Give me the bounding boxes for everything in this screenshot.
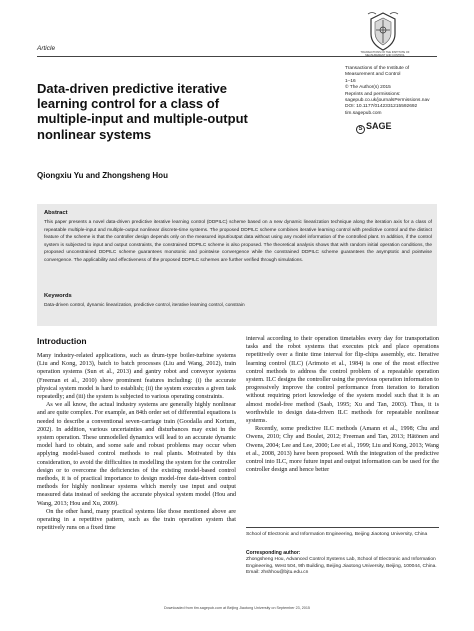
meta-line: © The Author(s) 2015 [345, 85, 391, 91]
paper-title [37, 81, 287, 142]
paragraph: On the other hand, many practical systems like those mentioned above are operating in a repetitive pattern, such as the train operation system that repetitively runs on a fixed time [37, 508, 236, 532]
header-rule [37, 56, 437, 57]
institute-logo [366, 10, 400, 54]
logo-caption: TRANSACTIONS OF THE INSTITUTE OF MEASUREMENT AND CONTROL [360, 51, 410, 57]
paragraph: Many industry-related applications, such as drum-type boiler-turbine systems (Liu and Kong, 2013), batch to batch processes (Liu and Wang, 2012), train operation systems (Sun et al., 2013) and gantry robot and conveyor systems (Freeman et al., 2010) show prominent features including: (i) the accurate physical system model is hard to establish; (ii) the system executes a given task repeatedly; and (iii) the system is subjected to various operating constraints. [37, 353, 236, 401]
meta-line: 1–16 [345, 78, 356, 84]
abstract-heading: Abstract [44, 210, 68, 216]
section-heading-introduction: Introduction [37, 336, 87, 346]
paragraph: interval according to their operation timetables every day for transportation tasks and the robot systems that executes pick and place operations repetitively over a finite time interval for flip-chips assembly, etc. Iterative learning control (ILC) (Arimoto et al., 1984) is one of the most effective control methods to address the control problem of a repeatable operation system. ILC designs the controller using the previous operation information to progressively improve the control performance from iteration to iteration without requiring priori knowledge of the system model such that it is an almost model-free method (Saab, 1995; Xu and Tan, 2003). Thus, it is worthwhile to design data-driven ILC methods for repeatable nonlinear systems. [246, 336, 439, 425]
affiliation: School of Electronic and Information Engineering, Beijing Jiaotong University, China [246, 532, 428, 537]
journal-meta [345, 66, 457, 117]
keywords-heading: Keywords [44, 293, 72, 299]
meta-line: Reprints and permissions: [345, 91, 401, 97]
sage-mark-icon: S [356, 125, 365, 134]
affiliation-rule [246, 527, 439, 528]
authors: Qiongxiu Yu and Zhongsheng Hou [37, 171, 168, 180]
download-footer: Downloaded from tim.sagepub.com at Beijing Jiaotong University on September 23, 2015 [164, 606, 310, 610]
corresponding-details [246, 557, 439, 577]
publisher-name: SAGE [366, 121, 392, 131]
corresponding-email[interactable]: Email: zhshhou@bjtu.edu.cn [246, 570, 309, 576]
meta-line: Measurement and Control [345, 72, 401, 78]
meta-line: DOI: 10.1177/0142331215592692 [345, 104, 418, 110]
paragraph: Recently, some predictive ILC methods (Amann et al., 1998; Chu and Owens, 2010; Chy and Boulet, 2012; Freeman and Tan, 2013; Hätönen and Owens, 2004; Lee and Lee, 2000; Lee et al., 1999; Liu and Kong, 2013; Wang et al., 2008, 2013) have been proposed. With the integration of the predictive control into ILC, more future input and output information can be used for the controller design and hence better [246, 426, 439, 474]
title-line: learning control for a class of [37, 96, 220, 112]
keywords-text: Data-driven control, dynamic linearization, predictive control, iterative learning control, constrain [44, 303, 245, 308]
article-type-label: Article [37, 45, 56, 52]
corresponding-heading: Corresponding author: [246, 550, 301, 556]
publisher-logo [356, 121, 392, 134]
meta-line: sagepub.co.uk/journalsPermissions.nav [345, 98, 430, 104]
paragraph: As we all know, the actual industry systems are generally highly nonlinear and are quite complex. For example, an 84th order set of differential equations is needed to describe a conventional seven-carriage train (Goodalla and Kortum, 2002). In addition, various uncertainties and disturbances may exist in the system operation. These unmodelled dynamics will lead to an accurate dynamic model hard to obtain, and some safe and robust problems may occur when applying model-based control methods to real plants. Motivated by this consideration, to avoid the difficulties in modelling the system for the controller design or to overcome the deficiencies of the existing model-based control methods, it is of practical importance to design model-free data-driven control methods for highly nonlinear systems which merely use input and output measured data instead of seeking the accurate physical system model (Hou and Wang, 2013; Hou and Xu, 2009). [37, 402, 236, 507]
title-line: multiple-input and multiple-output [37, 111, 248, 127]
title-line: Data-driven predictive iterative [37, 81, 228, 96]
meta-line: Transactions of the Institute of [345, 66, 410, 71]
body-column-right [246, 335, 439, 474]
body-column-left [37, 352, 236, 532]
abstract-text: This paper presents a novel data-driven predictive iterative learning control (DDPILC) scheme based on a new dynamic linearization technique along the iteration axis for a class of repeatable multiple-input and multiple-output nonlinear discrete-time systems. The proposed DDPILC scheme combines iterative learning control with predictive control and the distinct feature of the scheme is that the controller design depends only on the measured input/output data without using any model information of the controlled plant. In addition, if the control system is subjected to input and output constraints, the constrained DDPILC scheme is also proposed. The theoretical analysis shows that with random initial operation conditions, the proposed unconstrained DDPILC scheme guarantees monotonic and pointwise convergence while the constrained DDPILC scheme guarantees the asymptotic and pointwise convergence. The applicability and effectiveness of the proposed DDPILC schemes are further verified through simulations. [44, 220, 432, 263]
corresponding-address: Zhongsheng Hou, Advanced Control Systems Lab, School of Electronic and Information Engineering, West 504, 9th Building, Beijing Jiaotong University, Beijing, 100044, China. [246, 557, 437, 569]
meta-link[interactable]: tim.sagepub.com [345, 110, 382, 116]
title-line: nonlinear systems [37, 126, 152, 142]
